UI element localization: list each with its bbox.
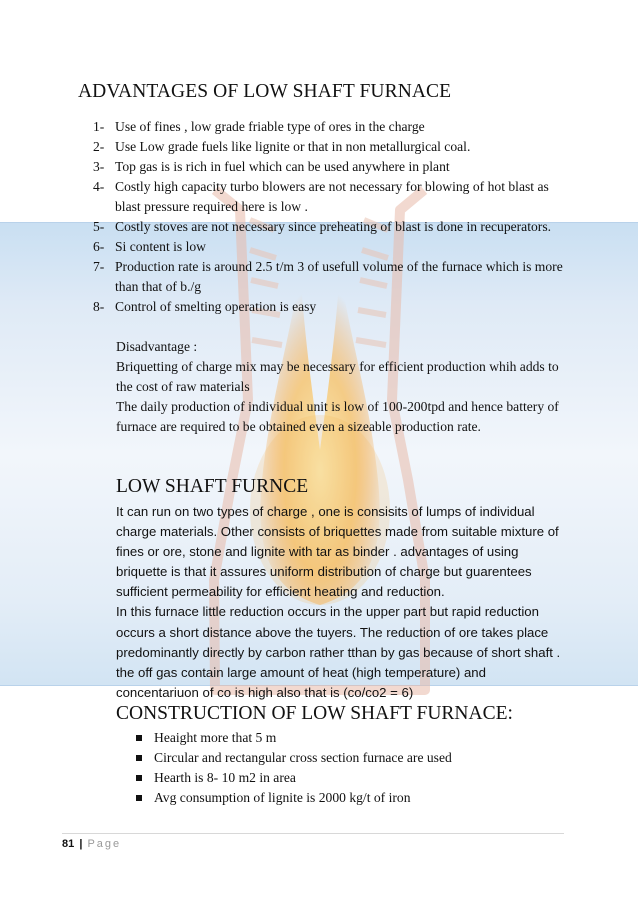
section-heading-construction: CONSTRUCTION OF LOW SHAFT FURNACE:	[116, 703, 513, 724]
construction-bullets	[134, 728, 554, 808]
paragraph: In this furnace little reduction occurs in the upper part but rapid reduction occurs a short distance above the tuyers. The reduction of ore takes place predominantly directly by carbon rather tthan by gas because of short shaft . the off gas contain large amount of heat (high temperature) and concentariuon of co is high also that is (co/co2 = 6)	[116, 604, 561, 700]
list-item: 7- Production rate is around 2.5 t/m 3 of usefull volume of the furnace which is more than that of b./g	[93, 259, 563, 294]
section-heading-low-shaft: LOW SHAFT FURNCE	[116, 476, 309, 497]
list-item: 3- Top gas is is rich in fuel which can be used anywhere in plant	[93, 159, 450, 174]
list-item: 5- Costly stoves are not necessary since preheating of blast is done in recuperators.	[93, 219, 552, 234]
bullet-item: Heaight more that 5 m	[134, 728, 554, 748]
bullet-item: Hearth is 8- 10 m2 in area	[134, 768, 554, 788]
disadvantage-line: The daily production of individual unit is low of 100-200tpd and hence battery of furnace are required to be obtained even a sizeable production rate.	[116, 399, 559, 434]
list-item: 2- Use Low grade fuels like lignite or that in non metallurgical coal.	[93, 139, 471, 154]
low-shaft-body	[116, 502, 571, 703]
page-label: Page	[87, 838, 122, 850]
disadvantage-block	[116, 337, 571, 437]
advantages-list	[93, 117, 563, 317]
page-number: 81	[62, 838, 75, 850]
list-item: 6- Si content is low	[93, 239, 207, 254]
page-title: ADVANTAGES OF LOW SHAFT FURNACE	[78, 81, 452, 102]
paragraph: It can run on two types of charge , one is consisits of lumps of individual charge materials. Other consists of briquettes made from suitable mixture of fines or ore, stone and lignite with tar as binder . advantages of using briquette is that it assures uniform distribution of charge but guarentees sufficient permeability for efficient heating and reduction.	[116, 504, 559, 600]
footer-divider	[62, 833, 564, 834]
disadvantage-line: Briquetting of charge mix may be necessary for efficient production whih adds to the cost of raw materials	[116, 359, 559, 394]
footer-separator: |	[79, 838, 83, 850]
page-footer	[62, 838, 121, 850]
bullet-item: Circular and rectangular cross section furnace are used	[134, 748, 554, 768]
disadvantage-heading: Disadvantage :	[116, 339, 198, 354]
list-item: 8- Control of smelting operation is easy	[93, 299, 317, 314]
bullet-item: Avg consumption of lignite is 2000 kg/t of iron	[134, 788, 554, 808]
list-item: 1- Use of fines , low grade friable type of ores in the charge	[93, 119, 425, 134]
list-item: 4- Costly high capacity turbo blowers are not necessary for blowing of hot blast as blast pressure required here is low .	[93, 179, 549, 214]
